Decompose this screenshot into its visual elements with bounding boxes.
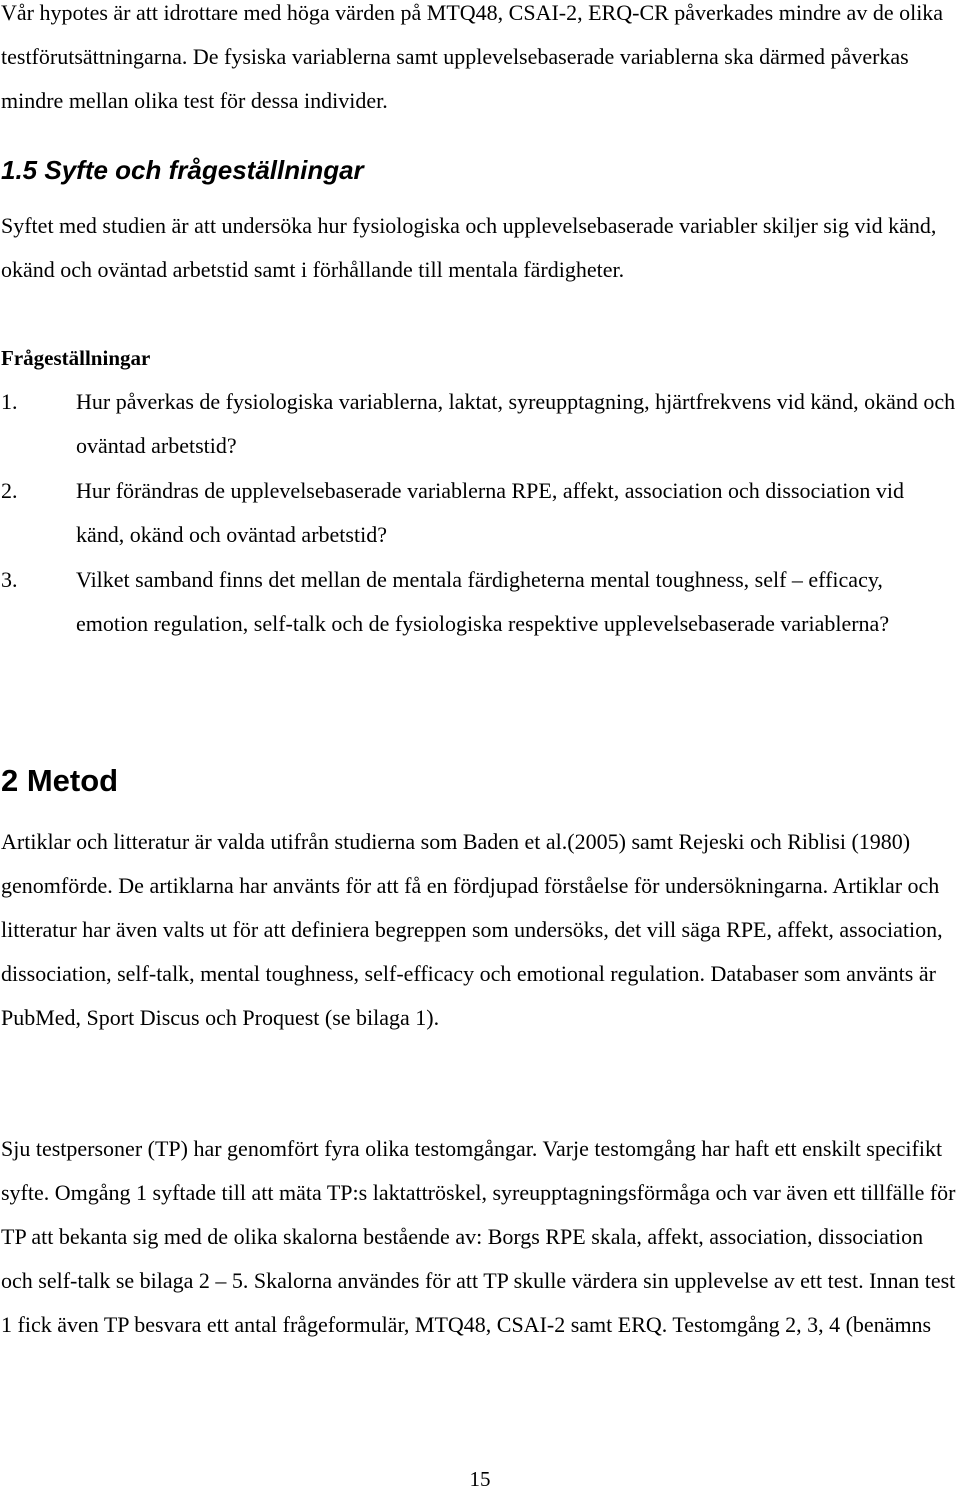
- question-item: [1, 469, 956, 557]
- question-number: 2.: [1, 478, 18, 503]
- question-number: 3.: [1, 567, 18, 592]
- section-heading-syfte: 1.5 Syfte och frågeställningar: [1, 155, 364, 185]
- question-text: Hur förändras de upplevelsebaserade variablerna RPE, affekt, association och dissociation vid känd, okänd och oväntad arbetstid?: [76, 478, 904, 547]
- method-paragraph-1: Artiklar och litteratur är valda utifrån studierna som Baden et al.(2005) samt Rejeski och Riblisi (1980) genomförde. De artiklarna har använts för att få en fördjupad förståelse för undersökningarna. Artiklar och litteratur har även valts ut för att definiera begreppen som undersöks, det vill säga RPE, affekt, association, dissociation, self-talk, mental toughness, self-efficacy och emotional regulation. Databaser som använts är PubMed, Sport Discus och Proquest (se bilaga 1).: [1, 829, 943, 1030]
- method-paragraph-2: Sju testpersoner (TP) har genomfört fyra olika testomgångar. Varje testomgång har haft ett enskilt specifikt syfte. Omgång 1 syftade till att mäta TP:s laktattröskel, syreupptagningsförmåga och var även ett tillfälle för TP att bekanta sig med de olika skalorna bestående av: Borgs RPE skala, affekt, association, dissociation och self-talk se bilaga 2 – 5. Skalorna användes för att TP skulle värdera sin upplevelse av ett test. Innan test 1 fick även TP besvara ett antal frågeformulär, MTQ48, CSAI-2 samt ERQ. Testomgång 2, 3, 4 (benämns: [1, 1136, 956, 1337]
- purpose-paragraph: Syftet med studien är att undersöka hur fysiologiska och upplevelsebaserade variabler skiljer sig vid känd, okänd och oväntad arbetstid samt i förhållande till mentala färdigheter.: [1, 213, 937, 282]
- intro-paragraph: Vår hypotes är att idrottare med höga värden på MTQ48, CSAI-2, ERQ-CR påverkades mindre av de olika testförutsättningarna. De fysiska variablerna samt upplevelsebaserade variablerna ska därmed påverkas mindre mellan olika test för dessa individer.: [1, 0, 944, 113]
- questions-heading: Frågeställningar: [1, 346, 151, 370]
- question-text: Vilket samband finns det mellan de mentala färdigheterna mental toughness, self – efficacy, emotion regulation, self-talk och de fysiologiska respektive upplevelsebaserade variablerna?: [76, 567, 890, 636]
- question-number: 1.: [1, 389, 18, 414]
- section-heading-metod: 2 Metod: [1, 763, 119, 798]
- research-questions-list: [1, 380, 956, 647]
- question-item: [1, 558, 956, 646]
- question-text: Hur påverkas de fysiologiska variablerna, laktat, syreupptagning, hjärtfrekvens vid känd, okänd och oväntad arbetstid?: [76, 389, 956, 458]
- page-number: 15: [469, 1467, 491, 1491]
- question-item: [1, 380, 956, 468]
